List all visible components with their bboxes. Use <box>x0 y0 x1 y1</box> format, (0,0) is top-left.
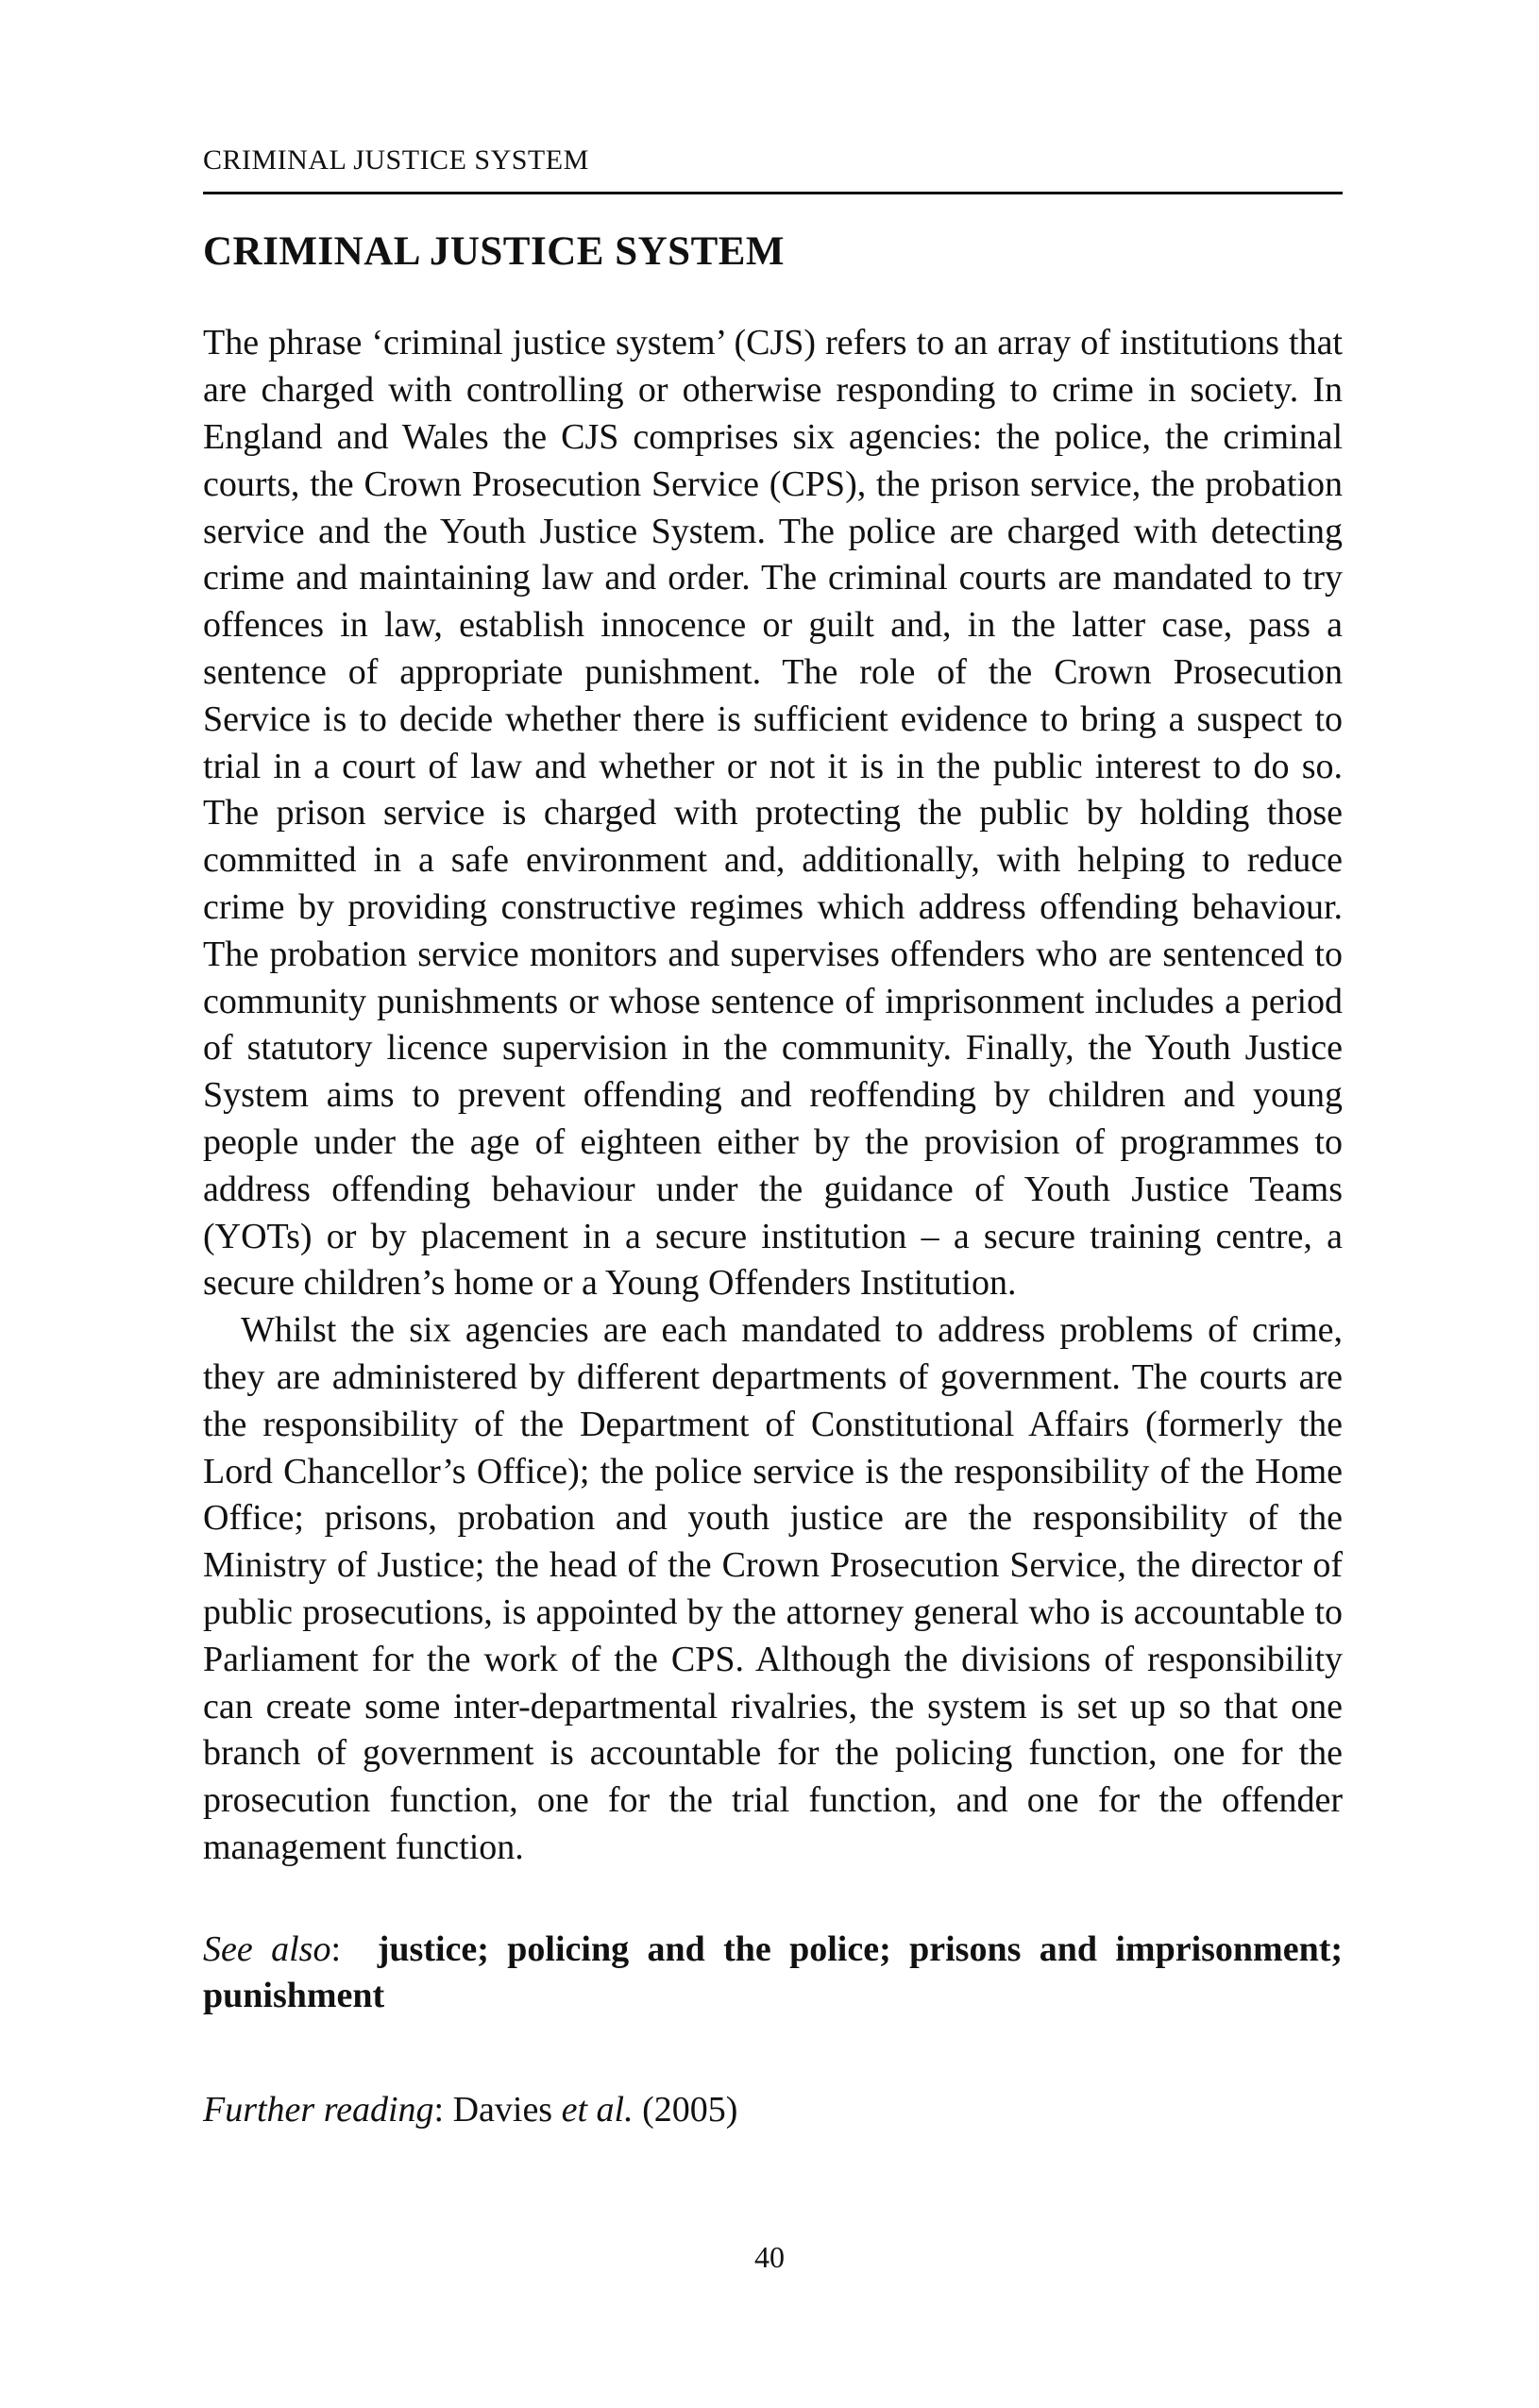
further-reading <box>203 2087 1343 2133</box>
entry-title: CRIMINAL JUSTICE SYSTEM <box>203 229 786 274</box>
see-also-terms: justice; policing and the police; prisons and imprisonment; punishment <box>203 1928 1344 2015</box>
body-paragraph-1: The phrase ‘criminal justice system’ (CJS) refers to an array of institutions that are charged with controlling or otherwise responding to crime in society. In England and Wales the CJS comprises six agencies: the police, the criminal courts, the Crown Prosecution Service (CPS), the prison service, the probation service and the Youth Justice System. The police are charged with detecting crime and maintaining law and order. The criminal courts are mandated to try offences in law, establish innocence or guilt and, in the latter case, pass a sentence of appropriate punishment. The role of the Crown Prosecution Service is to decide whether there is sufficient evidence to bring a suspect to trial in a court of law and whether or not it is in the public interest to do so. The prison service is charged with protecting the public by holding those committed in a safe environment and, additionally, with helping to reduce crime by providing constructive regimes which address offending behaviour. The probation service monitors and supervises offenders who are sentenced to community punishments or whose sentence of imprisonment includes a period of statutory licence supervision in the community. Finally, the Youth Justice System aims to prevent offending and reoffending by children and young people under the age of eighteen either by the provision of programmes to address offending behaviour under the guidance of Youth Justice Teams (YOTs) or by placement in a secure institution – a secure training centre, a secure children’s home or a Young Offenders Institution. <box>203 323 1343 1304</box>
see-also-separator: : <box>330 1928 342 1969</box>
page-number: 40 <box>754 2240 785 2274</box>
further-reading-label: Further reading <box>203 2089 434 2130</box>
entry-body <box>203 320 1343 1871</box>
running-head: CRIMINAL JUSTICE SYSTEM <box>203 146 1343 194</box>
see-also-label: See also <box>203 1928 331 1969</box>
further-reading-author: Davies <box>452 2089 553 2130</box>
further-reading-year: (2005) <box>642 2089 738 2130</box>
further-reading-separator: : <box>433 2089 445 2130</box>
see-also <box>203 1927 1343 2019</box>
book-page <box>203 146 1343 2133</box>
further-reading-et-al: et al. <box>561 2089 634 2130</box>
body-paragraph-2: Whilst the six agencies are each mandated to address problems of crime, they are administered by different departments of government. The courts are the responsibility of the Department of Constitutional Affairs (formerly the Lord Chancellor’s Office); the police service is the responsibility of the Home Office; prisons, probation and youth justice are the responsibility of the Ministry of Justice; the head of the Crown Prosecution Service, the director of public prosecutions, is appointed by the attorney general who is accountable to Parliament for the work of the CPS. Although the divisions of responsibility can create some inter-departmental rivalries, the system is set up so that one branch of government is accountable for the policing function, one for the prosecution function, one for the trial function, and one for the offender management function. <box>203 1310 1343 1867</box>
